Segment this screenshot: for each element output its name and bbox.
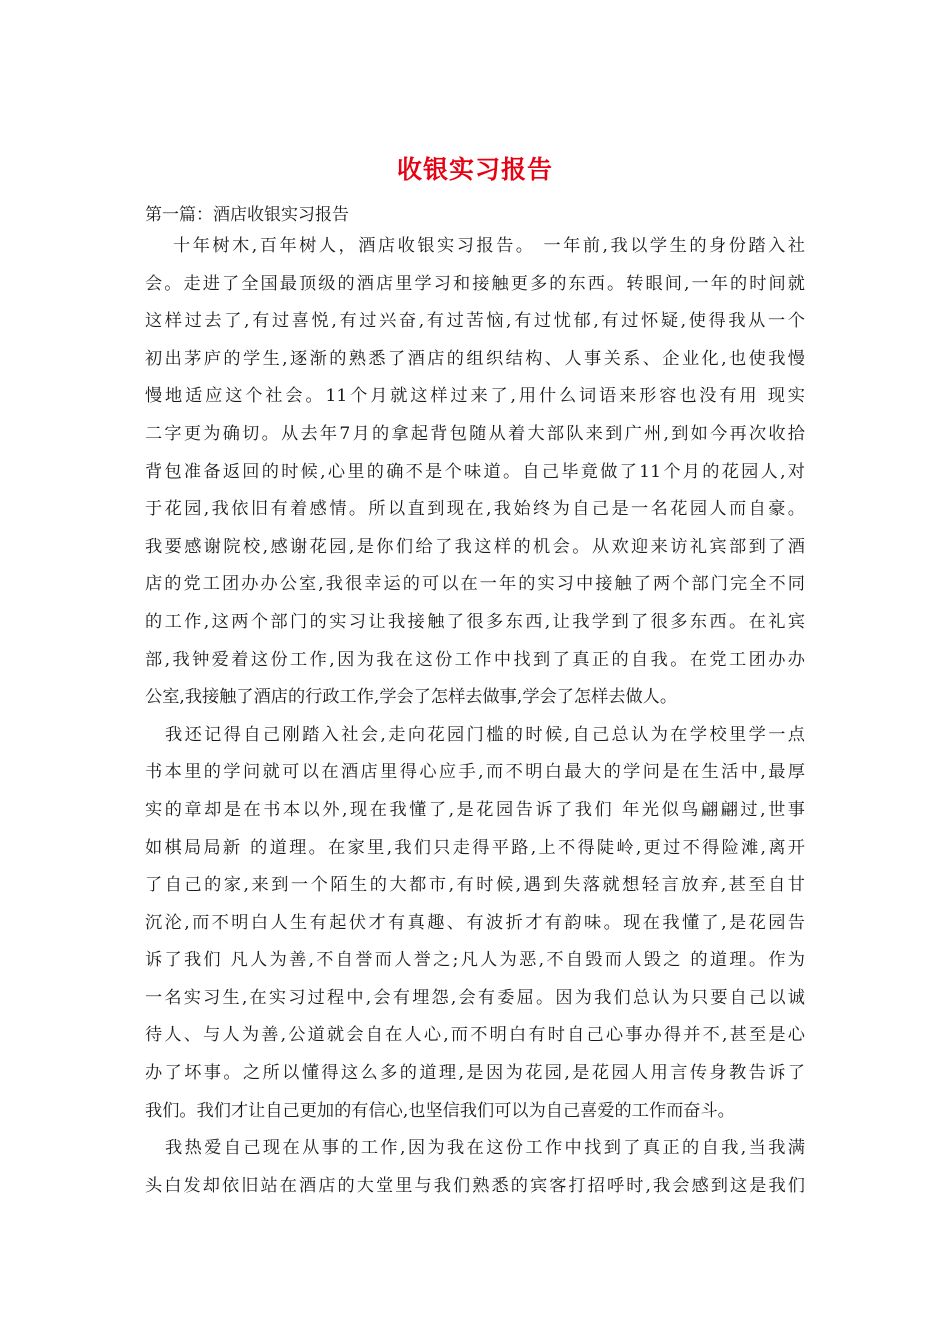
text-line: 会。走进了全国最顶级的酒店里学习和接触更多的东西。转眼间,一年的时间就	[145, 273, 805, 294]
text-line: 这样过去了,有过喜悦,有过兴奋,有过苦恼,有过忧郁,有过怀疑,使得我从一个	[145, 311, 805, 332]
text-line: 二字更为确切。从去年7月的拿起背包随从着大部队来到广州,到如今再次收拾	[145, 423, 805, 444]
text-line: 店的党工团办办公室,我很幸运的可以在一年的实习中接触了两个部门完全不同	[145, 574, 805, 595]
text-line: 部,我钟爱着这份工作,因为我在这份工作中找到了真正的自我。在党工团办办	[145, 649, 805, 670]
text-line: 实的章却是在书本以外,现在我懂了,是花园告诉了我们 年光似鸟翩翩过,世事	[145, 799, 805, 820]
text-line: 书本里的学问就可以在酒店里得心应手,而不明白最大的学问是在生活中,最厚	[145, 762, 805, 783]
text-line: 我热爱自己现在从事的工作,因为我在这份工作中找到了真正的自我,当我满	[165, 1138, 805, 1159]
section-heading: 第一篇：酒店收银实习报告	[145, 205, 349, 225]
text-line: 头白发却依旧站在酒店的大堂里与我们熟悉的宾客打招呼时,我会感到这是我们	[145, 1175, 805, 1196]
text-line: 的工作,这两个部门的实习让我接触了很多东西,让我学到了很多东西。在礼宾	[145, 611, 805, 632]
text-line: 如棋局局新 的道理。在家里,我们只走得平路,上不得陡岭,更过不得险滩,离开	[145, 837, 805, 858]
paragraph-1	[145, 228, 805, 717]
text-line: 了自己的家,来到一个陌生的大都市,有时候,遇到失落就想轻言放弃,甚至自甘	[145, 875, 805, 896]
text-line: 一名实习生,在实习过程中,会有埋怨,会有委屈。因为我们总认为只要自己以诚	[145, 987, 805, 1008]
text-line: 我要感谢院校,感谢花园,是你们给了我这样的机会。从欢迎来访礼宾部到了酒	[145, 536, 805, 557]
paragraph-2	[145, 717, 805, 1131]
text-line: 沉沦,而不明白人生有起伏才有真趣、有波折才有韵味。现在我懂了,是花园告	[145, 912, 805, 933]
text-line: 我还记得自己刚踏入社会,走向花园门槛的时候,自己总认为在学校里学一点	[165, 724, 805, 745]
text-line: 公室,我接触了酒店的行政工作,学会了怎样去做事,学会了怎样去做人。	[145, 687, 678, 708]
text-line: 于花园,我依旧有着感情。所以直到现在,我始终为自己是一名花园人而自豪。	[145, 499, 805, 520]
text-line: 办了坏事。之所以懂得这么多的道理,是因为花园,是花园人用言传身教告诉了	[145, 1063, 805, 1084]
text-line: 初出茅庐的学生,逐渐的熟悉了酒店的组织结构、人事关系、企业化,也使我慢	[145, 348, 805, 369]
paragraph-3	[145, 1130, 805, 1205]
text-line: 诉了我们 凡人为善,不自誉而人誉之;凡人为恶,不自毁而人毁之 的道理。作为	[145, 950, 805, 971]
text-line: 十年树木,百年树人，酒店收银实习报告。 一年前,我以学生的身份踏入社	[173, 236, 805, 256]
text-line: 待人、与人为善,公道就会自在人心,而不明白有时自己心事办得并不,甚至是心	[145, 1025, 805, 1046]
document-title: 收银实习报告	[396, 155, 553, 184]
text-line: 我们。我们才让自己更加的有信心,也坚信我们可以为自己喜爱的工作而奋斗。	[145, 1100, 735, 1121]
text-line: 背包准备返回的时候,心里的确不是个味道。自己毕竟做了11个月的花园人,对	[145, 461, 805, 482]
document-body	[145, 228, 805, 1205]
text-line: 慢地适应这个社会。11个月就这样过来了,用什么词语来形容也没有用 现实	[145, 386, 805, 407]
